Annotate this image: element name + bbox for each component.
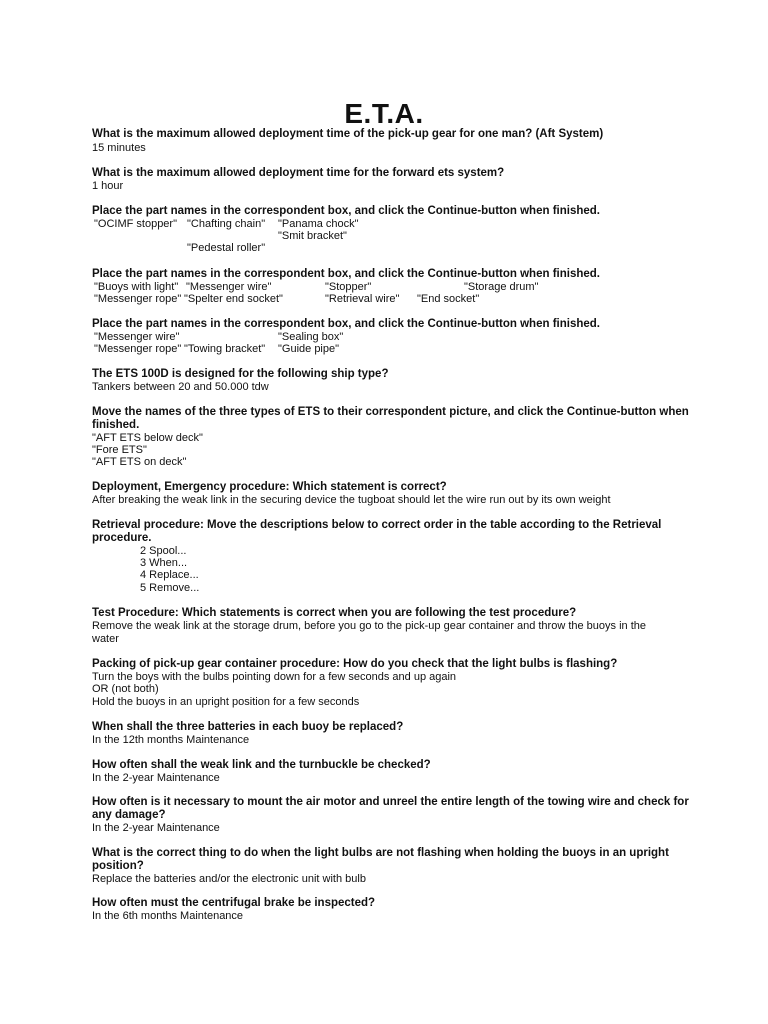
answer-9-item: 2 Spool...	[140, 545, 187, 557]
answer-3-item: "Panama chock"	[278, 218, 359, 230]
answer-4-item: "Buoys with light"	[94, 281, 179, 293]
answer-4-item: "Messenger rope"	[94, 293, 182, 305]
question-4: Place the part names in the correspondent box, and click the Continue-button when finished.	[92, 268, 600, 280]
answer-5-item: "Messenger rope"	[94, 343, 182, 355]
answer-14: In the 2-year Maintenance	[92, 822, 220, 834]
question-8: Deployment, Emergency procedure: Which statement is correct?	[92, 481, 447, 493]
answer-4-item: "Storage drum"	[464, 281, 539, 293]
answer-5-item: "Towing bracket"	[184, 343, 266, 355]
answer-9-item: 5 Remove...	[140, 582, 200, 594]
answer-8: After breaking the weak link in the securing device the tugboat should let the wire run out by its own weight	[92, 494, 611, 506]
answer-12: In the 12th months Maintenance	[92, 734, 250, 746]
question-16: How often must the centrifugal brake be inspected?	[92, 897, 376, 909]
question-1: What is the maximum allowed deployment time of the pick-up gear for one man? (Aft System)	[92, 128, 604, 140]
answer-13: In the 2-year Maintenance	[92, 772, 220, 784]
answer-1: 15 minutes	[92, 142, 146, 154]
answer-2: 1 hour	[92, 180, 124, 192]
answer-15: Replace the batteries and/or the electronic unit with bulb	[92, 873, 366, 885]
answer-7-item: "AFT ETS below deck"	[92, 432, 203, 444]
question-5: Place the part names in the correspondent box, and click the Continue-button when finished.	[92, 318, 600, 330]
answer-4-item: "End socket"	[417, 293, 480, 305]
answer-5-item: "Messenger wire"	[94, 331, 180, 343]
answer-3-item: "Chafting chain"	[187, 218, 266, 230]
question-13: How often shall the weak link and the turnbuckle be checked?	[92, 759, 431, 771]
answer-3-item: "OCIMF stopper"	[94, 218, 177, 230]
answer-6: Tankers between 20 and 50.000 tdw	[92, 381, 269, 393]
answer-10: Remove the weak link at the storage drum, before you go to the pick-up gear container and throw the buoys in the water	[92, 620, 646, 645]
answer-9-item: 3 When...	[140, 557, 188, 569]
answer-5-item: "Sealing box"	[278, 331, 344, 343]
answer-5-item: "Guide pipe"	[278, 343, 340, 355]
answer-3-item: "Smit bracket"	[278, 230, 347, 242]
question-2: What is the maximum allowed deployment time for the forward ets system?	[92, 167, 505, 179]
answer-16: In the 6th months Maintenance	[92, 910, 244, 922]
answer-4-item: "Spelter end socket"	[184, 293, 283, 305]
question-6: The ETS 100D is designed for the following ship type?	[92, 368, 389, 380]
question-15: What is the correct thing to do when the light bulbs are not flashing when holding the buoys in an upright position?	[92, 847, 669, 872]
answer-4-item: "Retrieval wire"	[325, 293, 400, 305]
page-title: E.T.A.	[344, 98, 424, 129]
question-10: Test Procedure: Which statements is correct when you are following the test procedure?	[92, 607, 577, 619]
answer-11-line: Turn the boys with the bulbs pointing down for a few seconds and up again	[92, 671, 457, 683]
question-12: When shall the three batteries in each buoy be replaced?	[92, 721, 404, 733]
answer-7-item: "AFT ETS on deck"	[92, 456, 187, 468]
question-3: Place the part names in the correspondent box, and click the Continue-button when finished.	[92, 205, 600, 217]
answer-4-item: "Messenger wire"	[186, 281, 272, 293]
question-7: Move the names of the three types of ETS to their correspondent picture, and click the Continue-button when finished.	[92, 406, 689, 431]
question-9: Retrieval procedure: Move the descriptions below to correct order in the table according to the Retrieval procedure.	[92, 519, 662, 544]
question-11: Packing of pick-up gear container procedure: How do you check that the light bulbs is flashing?	[92, 658, 618, 670]
answer-7-item: "Fore ETS"	[92, 444, 147, 456]
answer-11-line: OR (not both)	[92, 683, 159, 695]
answer-9-item: 4 Replace...	[140, 569, 199, 581]
answer-11-line: Hold the buoys in an upright position for a few seconds	[92, 696, 360, 708]
answer-3-item: "Pedestal roller"	[187, 242, 266, 254]
question-14: How often is it necessary to mount the air motor and unreel the entire length of the towing wire and check for any damage?	[92, 796, 689, 821]
answer-4-item: "Stopper"	[325, 281, 372, 293]
